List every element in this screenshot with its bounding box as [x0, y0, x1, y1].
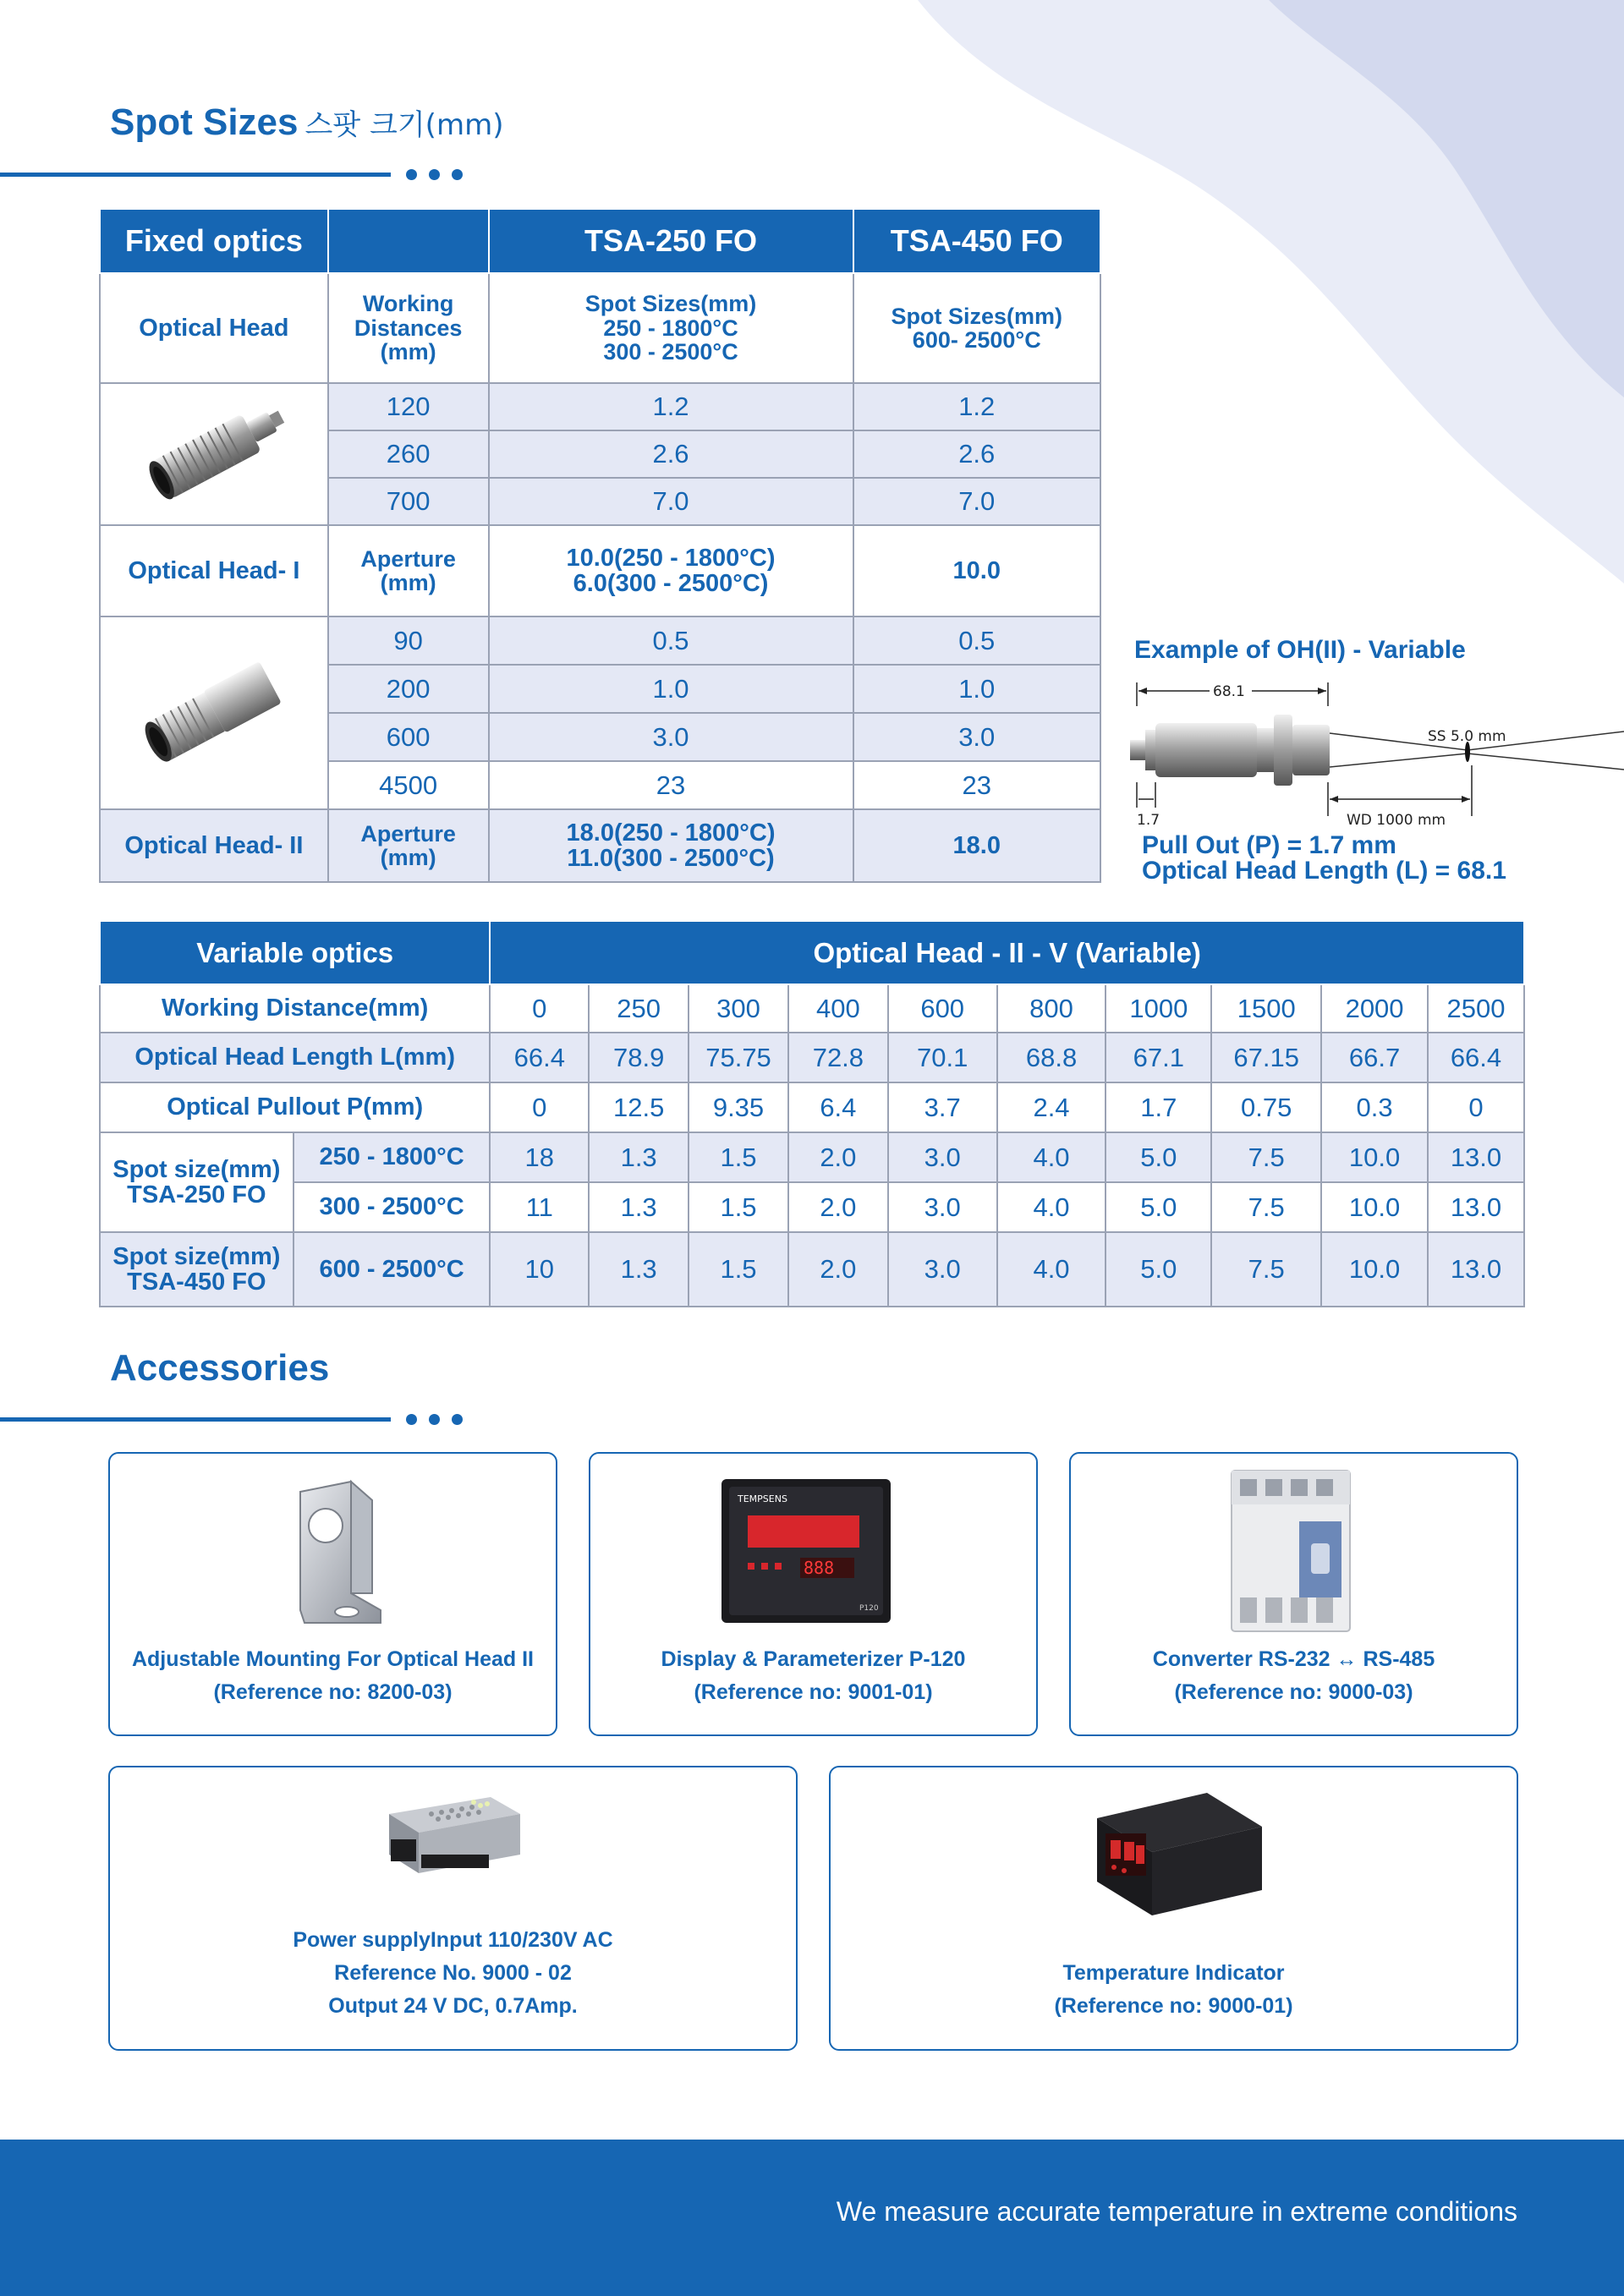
- table-cell: 2500: [1428, 984, 1524, 1033]
- title-dots: [406, 169, 463, 180]
- table-cell: 78.9: [589, 1033, 689, 1082]
- working-distance-header: Working Distances (mm): [328, 273, 489, 383]
- accessory-caption: Display & Parameterizer P-120 (Reference no: 9001-01): [661, 1647, 966, 1704]
- table-cell: 2.0: [788, 1182, 888, 1232]
- working-distance-label: Working Distance(mm): [100, 984, 490, 1033]
- spot-size-250-header: Spot Sizes(mm) 250 - 1800°C 300 - 2500°C: [489, 273, 853, 383]
- table-cell: 4.0: [997, 1182, 1106, 1232]
- footer-tagline: We measure accurate temperature in extreme conditions: [836, 2196, 1517, 2227]
- title-rule: [0, 1417, 391, 1422]
- title-rule: [0, 173, 391, 177]
- table-cell: 2.0: [788, 1132, 888, 1182]
- table-cell: 68.8: [997, 1033, 1106, 1082]
- spot-450-260: 2.6: [853, 430, 1101, 478]
- table-cell: 10.0: [1321, 1232, 1428, 1307]
- table-cell: 9.35: [689, 1082, 788, 1132]
- spot-250-700: 7.0: [489, 478, 853, 525]
- table-cell: 600: [888, 984, 997, 1033]
- spot-sizes-heading: Spot Sizes: [110, 101, 299, 143]
- accessory-card-display[interactable]: [589, 1452, 1038, 1736]
- display-unit-icon: [717, 1475, 895, 1627]
- spot-450-4500: 23: [853, 761, 1101, 809]
- table-cell: 400: [788, 984, 888, 1033]
- accessory-caption: Power supplyInput 110/230V AC Reference No. 9000 - 02 Output 24 V DC, 0.7Amp.: [293, 1928, 613, 2018]
- range-600-2500: 600 - 2500°C: [294, 1232, 491, 1307]
- aperture-1-250: 10.0(250 - 1800°C) 6.0(300 - 2500°C): [489, 525, 853, 616]
- table-cell: 0.3: [1321, 1082, 1428, 1132]
- accessory-card-power-supply[interactable]: [108, 1766, 798, 2051]
- spot-sizes-korean: 스팟 크기(mm): [304, 108, 504, 142]
- optical-head-2v-header: Optical Head - II - V (Variable): [490, 921, 1524, 984]
- table-cell: 10.0: [1321, 1182, 1428, 1232]
- working-distance-row: [100, 984, 1524, 1033]
- table-cell: 12.5: [589, 1082, 689, 1132]
- accessories-heading: Accessories: [110, 1347, 330, 1389]
- spot-250-group-label: Spot size(mm) TSA-250 FO: [100, 1132, 294, 1232]
- aperture-2-header: Aperture (mm): [328, 809, 489, 882]
- header-blank: [328, 209, 489, 273]
- spot-450-90: 0.5: [853, 616, 1101, 665]
- spot-250-260: 2.6: [489, 430, 853, 478]
- wd-120: 120: [328, 383, 489, 430]
- table-cell: 300: [689, 984, 788, 1033]
- table-cell: 75.75: [689, 1033, 788, 1082]
- spot-size-450-header: Spot Sizes(mm) 600- 2500°C: [853, 273, 1101, 383]
- table-cell: 2.4: [997, 1082, 1106, 1132]
- table-cell: 70.1: [888, 1033, 997, 1082]
- dim-length: 68.1: [1213, 683, 1245, 700]
- table-cell: 10: [490, 1232, 589, 1307]
- table-cell: 1.7: [1106, 1082, 1211, 1132]
- header-fixed-optics: Fixed optics: [100, 209, 328, 273]
- table-cell: 1.3: [589, 1132, 689, 1182]
- table-cell: 5.0: [1106, 1132, 1211, 1182]
- table-cell: 10.0: [1321, 1132, 1428, 1182]
- table-cell: 3.0: [888, 1132, 997, 1182]
- spot-450-700: 7.0: [853, 478, 1101, 525]
- table-cell: 66.7: [1321, 1033, 1428, 1082]
- title-dots: [406, 1414, 463, 1425]
- optical-head-1-label: Optical Head- I: [100, 525, 328, 616]
- optical-head-dimension-diagram: [1125, 672, 1624, 833]
- table-cell: 67.1: [1106, 1033, 1211, 1082]
- range-300-2500: 300 - 2500°C: [294, 1182, 491, 1232]
- table-cell: 7.5: [1211, 1132, 1321, 1182]
- accessory-card-mounting[interactable]: [108, 1452, 557, 1736]
- wd-90: 90: [328, 616, 489, 665]
- threaded-sensor-icon: [129, 389, 299, 516]
- wd-4500: 4500: [328, 761, 489, 809]
- dim-wd: WD 1000 mm: [1347, 812, 1446, 829]
- example-title: Example of OH(II) - Variable: [1134, 636, 1466, 664]
- spot-250-600: 3.0: [489, 713, 853, 761]
- optical-head-length-label: Optical Head Length L(mm): [100, 1033, 490, 1082]
- spot-250-4500: 23: [489, 761, 853, 809]
- wd-200: 200: [328, 665, 489, 713]
- table-cell: 0: [490, 984, 589, 1033]
- optical-pullout-row: [100, 1082, 1524, 1132]
- example-diagram: [1125, 630, 1624, 892]
- accessory-caption: Adjustable Mounting For Optical Head II (Reference no: 8200-03): [131, 1647, 534, 1704]
- accessory-caption: Converter RS-232 ↔ RS-485 (Reference no: 9000-03): [1152, 1647, 1435, 1704]
- example-note-pullout: Pull Out (P) = 1.7 mm: [1142, 831, 1396, 859]
- table-cell: 5.0: [1106, 1182, 1211, 1232]
- table-cell: 5.0: [1106, 1232, 1211, 1307]
- table-cell: 0: [1428, 1082, 1524, 1132]
- table-cell: 1.5: [689, 1182, 788, 1232]
- table-cell: 3.0: [888, 1232, 997, 1307]
- aperture-1-header: Aperture (mm): [328, 525, 489, 616]
- range-250-1800: 250 - 1800°C: [294, 1132, 491, 1182]
- table-cell: 11: [490, 1182, 589, 1232]
- spot-450-row: [100, 1232, 1524, 1307]
- header-tsa-250: TSA-250 FO: [489, 209, 853, 273]
- accessory-caption: Temperature Indicator (Reference no: 9000-01): [1054, 1961, 1293, 2018]
- table-cell: 250: [589, 984, 689, 1033]
- spot-250-row-2: [100, 1182, 1524, 1232]
- optical-pullout-label: Optical Pullout P(mm): [100, 1082, 490, 1132]
- cylindrical-sensor-icon: [129, 639, 299, 783]
- optical-head-2-label: Optical Head- II: [100, 809, 328, 882]
- table-cell: 72.8: [788, 1033, 888, 1082]
- header-tsa-450: TSA-450 FO: [853, 209, 1101, 273]
- table-cell: 13.0: [1428, 1182, 1524, 1232]
- wd-700: 700: [328, 478, 489, 525]
- spot-450-120: 1.2: [853, 383, 1101, 430]
- spot-250-90: 0.5: [489, 616, 853, 665]
- table-cell: 2.0: [788, 1232, 888, 1307]
- spot-450-group-label: Spot size(mm) TSA-450 FO: [100, 1232, 294, 1307]
- table-cell: 0: [490, 1082, 589, 1132]
- table-cell: 1.5: [689, 1132, 788, 1182]
- converter-icon: [1206, 1462, 1375, 1640]
- power-supply-icon: [372, 1789, 533, 1890]
- table-cell: 1.3: [589, 1232, 689, 1307]
- wd-600: 600: [328, 713, 489, 761]
- spot-250-row-1: [100, 1132, 1524, 1182]
- table-cell: 67.15: [1211, 1033, 1321, 1082]
- spot-250-200: 1.0: [489, 665, 853, 713]
- spot-450-200: 1.0: [853, 665, 1101, 713]
- spot-250-120: 1.2: [489, 383, 853, 430]
- wd-260: 260: [328, 430, 489, 478]
- variable-optics-table: [99, 920, 1525, 1307]
- spot-450-600: 3.0: [853, 713, 1101, 761]
- table-cell: 800: [997, 984, 1106, 1033]
- accessories-title: [110, 1347, 329, 1389]
- optical-head-label: Optical Head: [100, 273, 328, 383]
- optical-head-image: [100, 383, 328, 525]
- aperture-1-450: 10.0: [853, 525, 1101, 616]
- optical-head-1-image: [100, 616, 328, 809]
- table-cell: 2000: [1321, 984, 1428, 1033]
- table-cell: 7.5: [1211, 1182, 1321, 1232]
- footer-bar: [0, 2140, 1624, 2296]
- accessory-card-converter[interactable]: [1069, 1452, 1518, 1736]
- table-cell: 13.0: [1428, 1132, 1524, 1182]
- accessory-card-temperature-indicator[interactable]: [829, 1766, 1518, 2051]
- dim-pull: 1.7: [1137, 812, 1160, 829]
- display-readout: 888: [804, 1558, 835, 1578]
- table-cell: 0.75: [1211, 1082, 1321, 1132]
- table-cell: 1500: [1211, 984, 1321, 1033]
- dim-spot: SS 5.0 mm: [1428, 728, 1506, 745]
- table-cell: 1000: [1106, 984, 1211, 1033]
- table-cell: 66.4: [490, 1033, 589, 1082]
- table-cell: 4.0: [997, 1132, 1106, 1182]
- spot-sizes-title: [110, 101, 503, 144]
- table-cell: 3.0: [888, 1182, 997, 1232]
- example-note-length: Optical Head Length (L) = 68.1: [1142, 857, 1506, 885]
- table-cell: 3.7: [888, 1082, 997, 1132]
- aperture-2-450: 18.0: [853, 809, 1101, 882]
- fixed-optics-table: [99, 208, 1101, 883]
- mounting-bracket-icon: [254, 1466, 414, 1627]
- table-cell: 13.0: [1428, 1232, 1524, 1307]
- variable-optics-header: Variable optics: [100, 921, 490, 984]
- temperature-indicator-icon: [1080, 1784, 1275, 1928]
- display-brand: TEMPSENS: [738, 1493, 787, 1504]
- table-cell: 66.4: [1428, 1033, 1524, 1082]
- display-model: P120: [859, 1604, 879, 1613]
- aperture-2-250: 18.0(250 - 1800°C) 11.0(300 - 2500°C): [489, 809, 853, 882]
- table-cell: 6.4: [788, 1082, 888, 1132]
- table-cell: 1.3: [589, 1182, 689, 1232]
- table-cell: 1.5: [689, 1232, 788, 1307]
- table-cell: 18: [490, 1132, 589, 1182]
- table-cell: 4.0: [997, 1232, 1106, 1307]
- table-cell: 7.5: [1211, 1232, 1321, 1307]
- optical-head-length-row: [100, 1033, 1524, 1082]
